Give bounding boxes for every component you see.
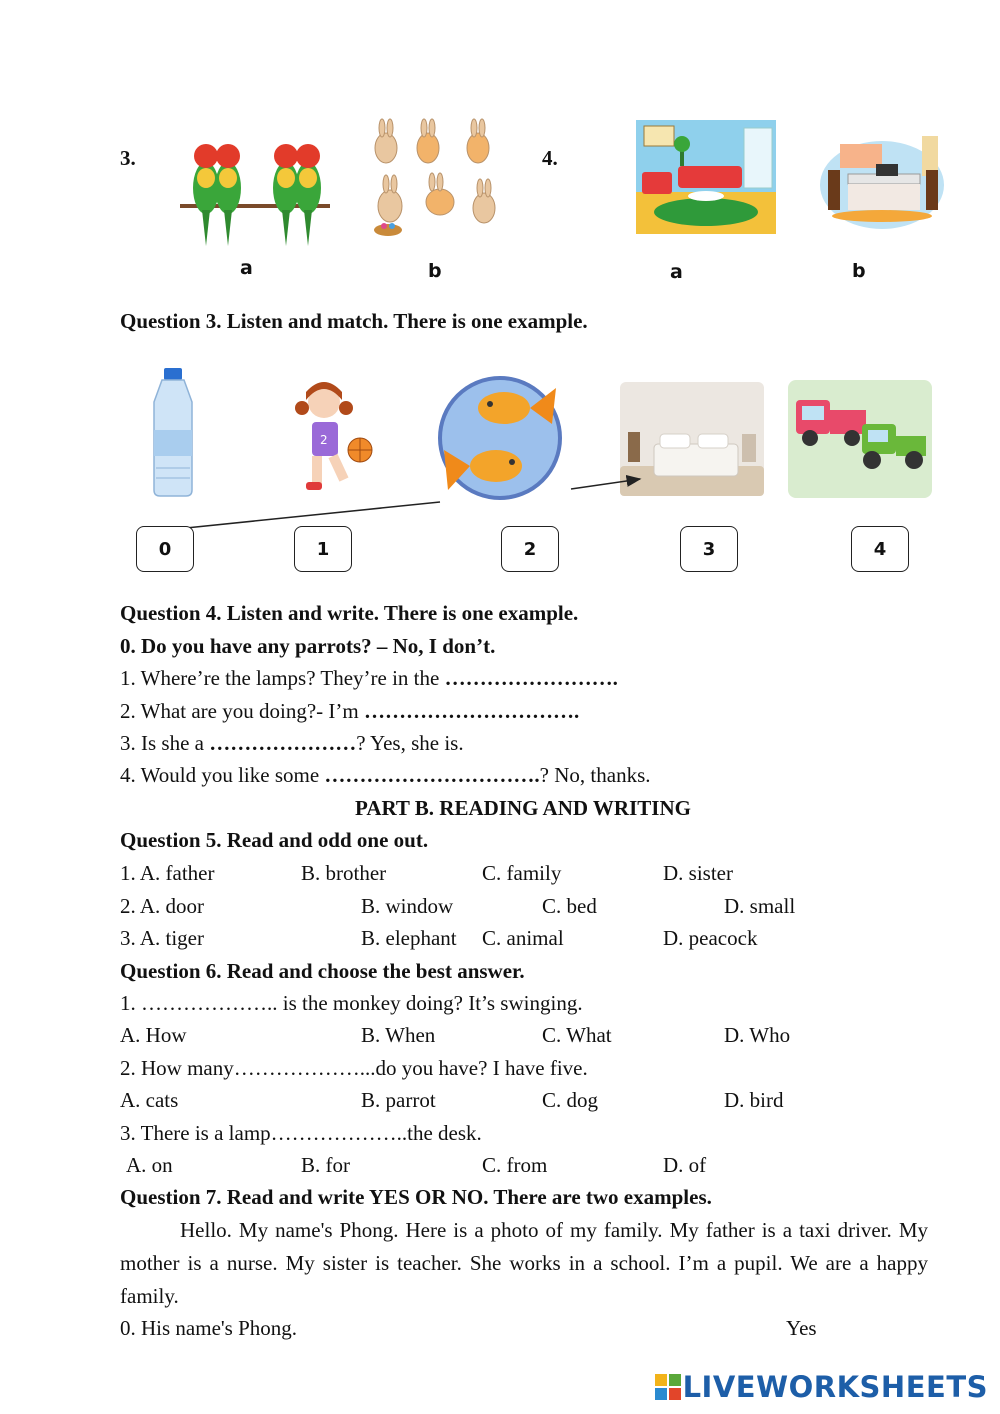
picture-row-4-number: 4. xyxy=(542,146,558,170)
q5-row3-opt-a[interactable]: 3. A. tiger xyxy=(120,926,204,950)
picture-row-3-label-a: a xyxy=(240,257,253,279)
match-box-4[interactable]: 4 xyxy=(851,526,909,572)
picture-row-3-number: 3. xyxy=(120,146,136,170)
q5-row1-opt-a[interactable]: 1. A. father xyxy=(120,861,215,885)
answer-blank-2[interactable]: …………………………. xyxy=(363,699,580,723)
q5-row1-opt-d[interactable]: D. sister xyxy=(663,861,733,885)
q6-question-2: 2. How many………………...do you have? I have five. xyxy=(120,1056,588,1080)
q6-q3-opt-a[interactable]: A. on xyxy=(126,1153,173,1177)
question4-item-1: 1. Where’re the lamps? They’re in the ……………………. xyxy=(120,666,618,690)
match-lines xyxy=(0,0,1000,600)
q6-question-1: 1. ……………….. is the monkey doing? It’s swinging. xyxy=(120,991,583,1015)
question7-title: Question 7. Read and write YES OR NO. There are two examples. xyxy=(120,1185,712,1209)
q5-row3-opt-d[interactable]: D. peacock xyxy=(663,926,758,950)
question3-title: Question 3. Listen and match. There is one example. xyxy=(120,309,588,333)
q6-q2-opt-a[interactable]: A. cats xyxy=(120,1088,179,1112)
answer-blank-4[interactable]: …………………………. xyxy=(324,763,540,787)
q5-row1-opt-c[interactable]: C. family xyxy=(482,861,562,885)
svg-text:2: 2 xyxy=(320,433,328,447)
q6-q1-opt-b[interactable]: B. When xyxy=(361,1023,436,1047)
liveworksheets-logo-icon xyxy=(655,1374,681,1400)
answer-blank-1[interactable]: ……………………. xyxy=(444,666,618,690)
q5-row2-opt-c[interactable]: C. bed xyxy=(542,894,597,918)
question4-item-3: 3. Is she a …………………? Yes, she is. xyxy=(120,731,464,755)
q6-q2-opt-b[interactable]: B. parrot xyxy=(361,1088,436,1112)
question4-item-4: 4. Would you like some ………………………….? No, thanks. xyxy=(120,763,651,787)
example-match-arrow xyxy=(571,479,640,489)
q5-row3-opt-b[interactable]: B. elephant xyxy=(361,926,457,950)
q6-q3-opt-b[interactable]: B. for xyxy=(301,1153,350,1177)
question7-example: 0. His name's Phong. xyxy=(120,1316,298,1340)
q5-row2-opt-d[interactable]: D. small xyxy=(724,894,796,918)
q6-question-3: 3. There is a lamp………………..the desk. xyxy=(120,1121,482,1145)
question6-title: Question 6. Read and choose the best answer. xyxy=(120,959,525,983)
part-b-title: PART B. READING AND WRITING xyxy=(355,796,691,820)
q5-row3-opt-c[interactable]: C. animal xyxy=(482,926,564,950)
question4-example: 0. Do you have any parrots? – No, I don’t. xyxy=(120,634,496,658)
question7-passage: Hello. My name's Phong. Here is a photo of my family. My father is a taxi driver. My mother is a nurse. My sister is teacher. She works in a school. I’m a pupil. We are a happy family. xyxy=(120,1218,928,1308)
q6-q1-opt-c[interactable]: C. What xyxy=(542,1023,612,1047)
match-box-2[interactable]: 2 xyxy=(501,526,559,572)
question7-example-answer: Yes xyxy=(786,1316,817,1340)
q6-q1-opt-a[interactable]: A. How xyxy=(120,1023,187,1047)
answer-blank-3[interactable]: ………………… xyxy=(209,731,357,755)
q6-q3-opt-c[interactable]: C. from xyxy=(482,1153,548,1177)
q6-q2-opt-d[interactable]: D. bird xyxy=(724,1088,784,1112)
question4-item-2: 2. What are you doing?- I’m …………………………. xyxy=(120,699,580,723)
match-box-0[interactable]: 0 xyxy=(136,526,194,572)
question5-title: Question 5. Read and odd one out. xyxy=(120,828,429,852)
liveworksheets-logo-text: LIVEWORKSHEETS xyxy=(682,1370,988,1404)
question4-title: Question 4. Listen and write. There is one example. xyxy=(120,601,579,625)
example-match-line xyxy=(186,502,440,528)
liveworksheets-logo xyxy=(655,1370,988,1404)
q6-q1-opt-d[interactable]: D. Who xyxy=(724,1023,791,1047)
q5-row2-opt-b[interactable]: B. window xyxy=(361,894,454,918)
q5-row2-opt-a[interactable]: 2. A. door xyxy=(120,894,204,918)
match-box-3[interactable]: 3 xyxy=(680,526,738,572)
q6-q2-opt-c[interactable]: C. dog xyxy=(542,1088,599,1112)
q5-row1-opt-b[interactable]: B. brother xyxy=(301,861,387,885)
picture-row-4-label-b: b xyxy=(852,260,866,282)
picture-row-4-label-a: a xyxy=(670,261,683,283)
match-box-1[interactable]: 1 xyxy=(294,526,352,572)
q6-q3-opt-d[interactable]: D. of xyxy=(663,1153,707,1177)
picture-row-3-label-b: b xyxy=(428,260,442,282)
